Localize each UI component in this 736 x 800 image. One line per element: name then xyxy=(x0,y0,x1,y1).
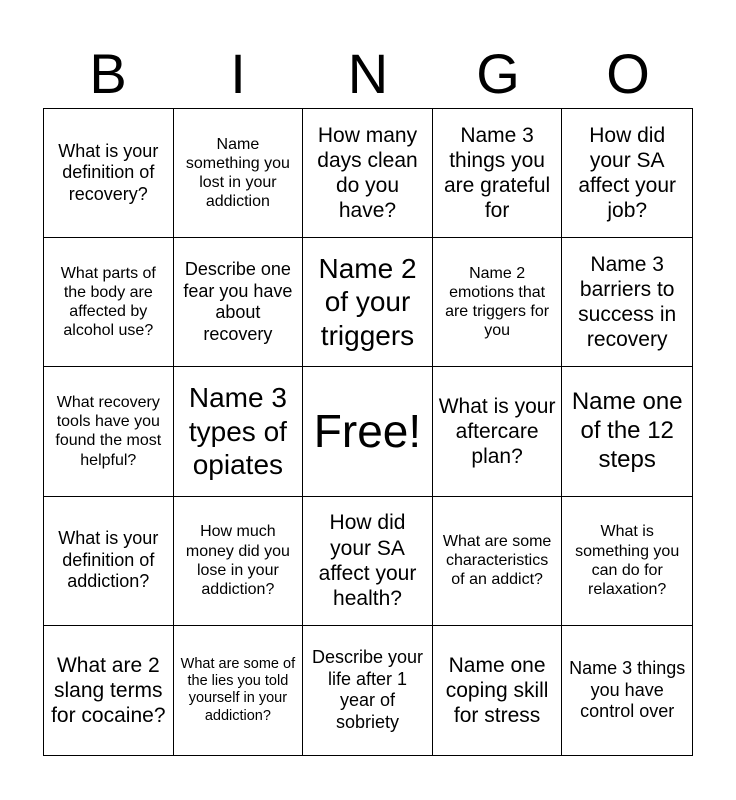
bingo-cell-r2-c2[interactable] xyxy=(174,238,304,367)
cell-text: What is your aftercare plan? xyxy=(438,394,556,469)
cell-text: How many days clean do you have? xyxy=(317,123,418,223)
bingo-cell-r3-c1[interactable] xyxy=(44,367,174,496)
cell-text: What is your definition of addiction? xyxy=(58,528,159,592)
header-letter-b: B xyxy=(89,42,127,105)
bingo-cell-r3-c4[interactable] xyxy=(433,367,563,496)
bingo-cell-r1-c1[interactable] xyxy=(44,109,174,238)
bingo-cell-free[interactable] xyxy=(303,367,433,496)
bingo-cell-r5-c1[interactable] xyxy=(44,626,174,755)
bingo-cell-r1-c4[interactable] xyxy=(433,109,563,238)
bingo-cell-r1-c3[interactable] xyxy=(303,109,433,238)
bingo-cell-r5-c3[interactable] xyxy=(303,626,433,755)
cell-text: Name 3 types of opiates xyxy=(188,382,287,481)
header-letter-g: G xyxy=(476,42,520,105)
bingo-cell-r5-c5[interactable] xyxy=(562,626,692,755)
cell-text: What is something you can do for relaxation? xyxy=(575,523,680,598)
bingo-cell-r5-c2[interactable] xyxy=(174,626,304,755)
cell-text: What recovery tools have you found the most helpful? xyxy=(55,394,162,469)
cell-text: What parts of the body are affected by alcohol use? xyxy=(60,264,156,340)
header-letter-i: I xyxy=(230,42,246,105)
cell-text: Name one of the 12 steps xyxy=(571,388,683,473)
cell-text: What are 2 slang terms for cocaine? xyxy=(51,653,166,727)
cell-text: Name 3 things you are grateful for xyxy=(443,123,551,223)
cell-text: What is your definition of recovery? xyxy=(58,140,159,204)
bingo-cell-r1-c2[interactable] xyxy=(174,109,304,238)
bingo-cell-r4-c2[interactable] xyxy=(174,497,304,626)
bingo-board xyxy=(43,108,693,756)
bingo-cell-r2-c3[interactable] xyxy=(303,238,433,367)
header-letter-n: N xyxy=(347,42,389,105)
bingo-cell-r3-c5[interactable] xyxy=(562,367,692,496)
header-letter-o: O xyxy=(606,42,650,105)
bingo-header xyxy=(43,42,693,106)
bingo-cell-r4-c4[interactable] xyxy=(433,497,563,626)
cell-text: Name 3 things you have control over xyxy=(569,658,686,722)
cell-text: Name 2 emotions that are triggers for you xyxy=(445,264,550,340)
bingo-cell-r4-c5[interactable] xyxy=(562,497,692,626)
cell-text: How did your SA affect your job? xyxy=(578,123,677,223)
cell-text: Describe one fear you have about recovery xyxy=(183,259,293,344)
cell-text: What are some of the lies you told yourself in your addiction? xyxy=(180,655,296,724)
bingo-cell-r1-c5[interactable] xyxy=(562,109,692,238)
free-space-text: Free! xyxy=(313,405,422,458)
cell-text: Name one coping skill for stress xyxy=(445,653,549,727)
cell-text: Name 3 barriers to success in recovery xyxy=(578,252,677,352)
bingo-cell-r4-c1[interactable] xyxy=(44,497,174,626)
bingo-cell-r2-c1[interactable] xyxy=(44,238,174,367)
bingo-cell-r3-c2[interactable] xyxy=(174,367,304,496)
cell-text: Name something you lost in your addiction xyxy=(185,135,290,211)
cell-text: How did your SA affect your health? xyxy=(318,511,417,610)
bingo-cell-r5-c4[interactable] xyxy=(433,626,563,755)
cell-text: Describe your life after 1 year of sobriety xyxy=(311,647,424,732)
bingo-cell-r4-c3[interactable] xyxy=(303,497,433,626)
cell-text: What are some characteristics of an addict? xyxy=(442,532,552,589)
bingo-cell-r2-c4[interactable] xyxy=(433,238,563,367)
cell-text: How much money did you lose in your addiction? xyxy=(185,523,290,598)
bingo-cell-r2-c5[interactable] xyxy=(562,238,692,367)
cell-text: Name 2 of your triggers xyxy=(318,252,417,352)
